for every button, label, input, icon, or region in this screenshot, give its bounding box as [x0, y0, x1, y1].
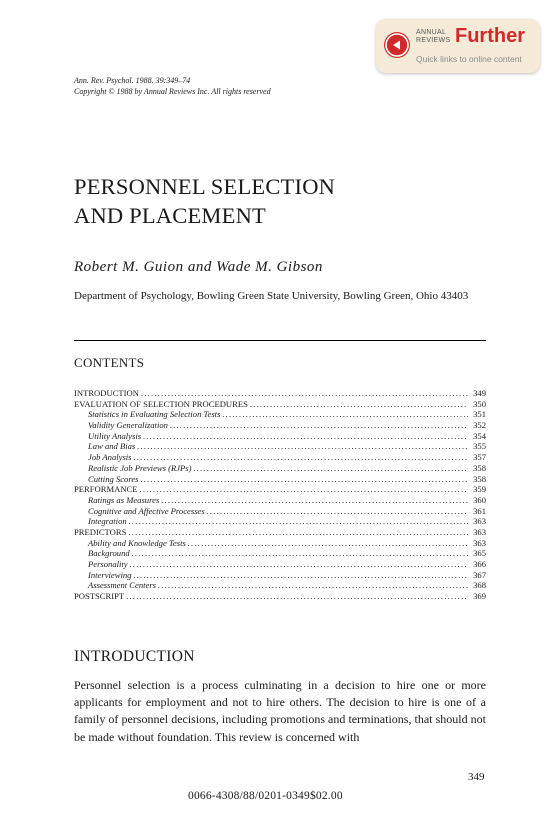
toc-entry-page: 363 — [473, 526, 486, 537]
toc-entry[interactable] — [74, 548, 486, 559]
page-number: 349 — [468, 771, 485, 783]
contents-heading: CONTENTS — [74, 355, 145, 370]
article-title: PERSONNEL SELECTION AND PLACEMENT — [74, 174, 336, 228]
introduction-paragraph: Personnel selection is a process culminating in a decision to hire one or more applicants for employment and not to hire others. The decision to hire is one of a family of personnel decisions, including promotions and terminations, that should not be made without foundation. This review is concerned with — [74, 678, 486, 744]
toc-entry-label: Interviewing — [88, 569, 132, 580]
toc-entry-label: Utility Analysis — [88, 430, 142, 441]
toc-entry-page: 359 — [473, 484, 486, 495]
toc-entry-label: Cutting Scores — [88, 473, 139, 484]
toc-entry-page: 358 — [473, 462, 486, 473]
further-label: Further — [455, 25, 525, 47]
toc-leader-dots — [170, 420, 468, 431]
further-badge[interactable] — [376, 19, 540, 73]
toc-leader-dots — [188, 538, 468, 549]
toc-entry[interactable] — [74, 527, 486, 538]
toc-leader-dots — [140, 484, 468, 495]
toc-entry[interactable] — [74, 474, 486, 485]
toc-entry-label: Background — [88, 548, 130, 559]
toc-entry-label: Ability and Knowledge Tests — [88, 537, 186, 548]
toc-entry-label: Realistic Job Previews (RJPs) — [88, 462, 192, 473]
toc-entry[interactable] — [74, 420, 486, 431]
toc-leader-dots — [143, 431, 468, 442]
toc-entry-page: 360 — [473, 494, 486, 505]
toc-entry[interactable] — [74, 388, 486, 399]
toc-entry-label: Law and Bias — [88, 441, 136, 452]
toc-leader-dots — [250, 399, 468, 410]
section-divider — [74, 340, 486, 341]
toc-leader-dots — [207, 506, 468, 517]
toc-entry[interactable] — [74, 538, 486, 549]
toc-entry-page: 366 — [473, 559, 486, 569]
toc-entry[interactable] — [74, 506, 486, 517]
citation-copyright: Copyright © 1988 by Annual Reviews Inc. All rights reserved — [74, 87, 271, 96]
toc-entry[interactable] — [74, 441, 486, 452]
toc-entry-label: POSTSCRIPT — [74, 591, 125, 602]
toc-entry[interactable] — [74, 484, 486, 495]
toc-leader-dots — [126, 591, 468, 602]
toc-entry-page: 352 — [473, 420, 486, 431]
citation-journal: Ann. Rev. Psychol. 1988. 39:349–74 — [74, 76, 191, 85]
toc-entry[interactable] — [74, 463, 486, 474]
toc-leader-dots — [137, 441, 468, 452]
toc-leader-dots — [128, 527, 468, 538]
toc-entry-page: 361 — [473, 505, 486, 516]
publisher-logo-text: ANNUAL REVIEWS — [416, 29, 451, 44]
toc-entry-label: PREDICTORS — [74, 526, 127, 537]
toc-entry[interactable] — [74, 516, 486, 527]
toc-entry-page: 351 — [473, 409, 486, 420]
footer-code: 0066-4308/88/0201-0349$02.00 — [188, 790, 343, 802]
toc-entry-label: Assessment Centers — [88, 580, 157, 591]
toc-entry-page: 363 — [473, 516, 486, 527]
toc-entry-page: 355 — [473, 441, 486, 452]
toc-entry-label: INTRODUCTION — [74, 388, 139, 398]
toc-leader-dots — [194, 463, 469, 474]
toc-leader-dots — [141, 388, 468, 399]
toc-entry-page: 365 — [473, 548, 486, 559]
toc-leader-dots — [129, 516, 468, 527]
further-subtitle: Quick links to online content — [416, 54, 522, 64]
toc-leader-dots — [132, 548, 468, 559]
toc-entry-page: 363 — [473, 537, 486, 548]
toc-entry-label: Integration — [88, 516, 127, 527]
article-authors: Robert M. Guion and Wade M. Gibson — [74, 259, 323, 275]
table-of-contents — [74, 388, 486, 602]
toc-entry-label: Personality — [88, 559, 128, 569]
toc-entry-page: 369 — [473, 591, 486, 602]
toc-entry-label: PERFORMANCE — [74, 484, 138, 495]
toc-entry[interactable] — [74, 570, 486, 581]
toc-entry[interactable] — [74, 452, 486, 463]
toc-entry-page: 350 — [473, 398, 486, 409]
toc-entry[interactable] — [74, 591, 486, 602]
toc-leader-dots — [161, 495, 468, 506]
toc-entry-page: 349 — [473, 388, 486, 398]
toc-entry[interactable] — [74, 431, 486, 442]
citation — [74, 75, 271, 97]
toc-leader-dots — [133, 570, 468, 581]
toc-entry-page: 358 — [473, 473, 486, 484]
toc-entry-page: 357 — [473, 452, 486, 463]
toc-leader-dots — [130, 559, 468, 570]
introduction-heading: INTRODUCTION — [74, 648, 195, 665]
toc-entry[interactable] — [74, 580, 486, 591]
toc-entry-label: Validity Generalization — [88, 420, 168, 431]
toc-leader-dots — [141, 474, 468, 485]
toc-entry-label: Statistics in Evaluating Selection Tests — [88, 409, 221, 420]
toc-leader-dots — [222, 409, 468, 420]
author-affiliation: Department of Psychology, Bowling Green State University, Bowling Green, Ohio 43403 — [74, 290, 469, 302]
toc-entry-page: 354 — [473, 430, 486, 441]
toc-entry-label: EVALUATION OF SELECTION PROCEDURES — [74, 398, 248, 409]
toc-entry-page: 368 — [473, 580, 486, 591]
toc-entry-label: Job Analysis — [88, 452, 132, 463]
toc-entry-label: Cognitive and Affective Processes — [88, 505, 205, 516]
toc-entry[interactable] — [74, 495, 486, 506]
toc-entry-label: Ratings as Measures — [88, 494, 160, 505]
toc-leader-dots — [134, 452, 468, 463]
toc-leader-dots — [158, 580, 468, 591]
toc-entry[interactable] — [74, 399, 486, 410]
toc-entry[interactable] — [74, 409, 486, 420]
toc-entry-page: 367 — [473, 569, 486, 580]
arrow-left-icon — [384, 32, 410, 58]
toc-entry[interactable] — [74, 559, 486, 570]
